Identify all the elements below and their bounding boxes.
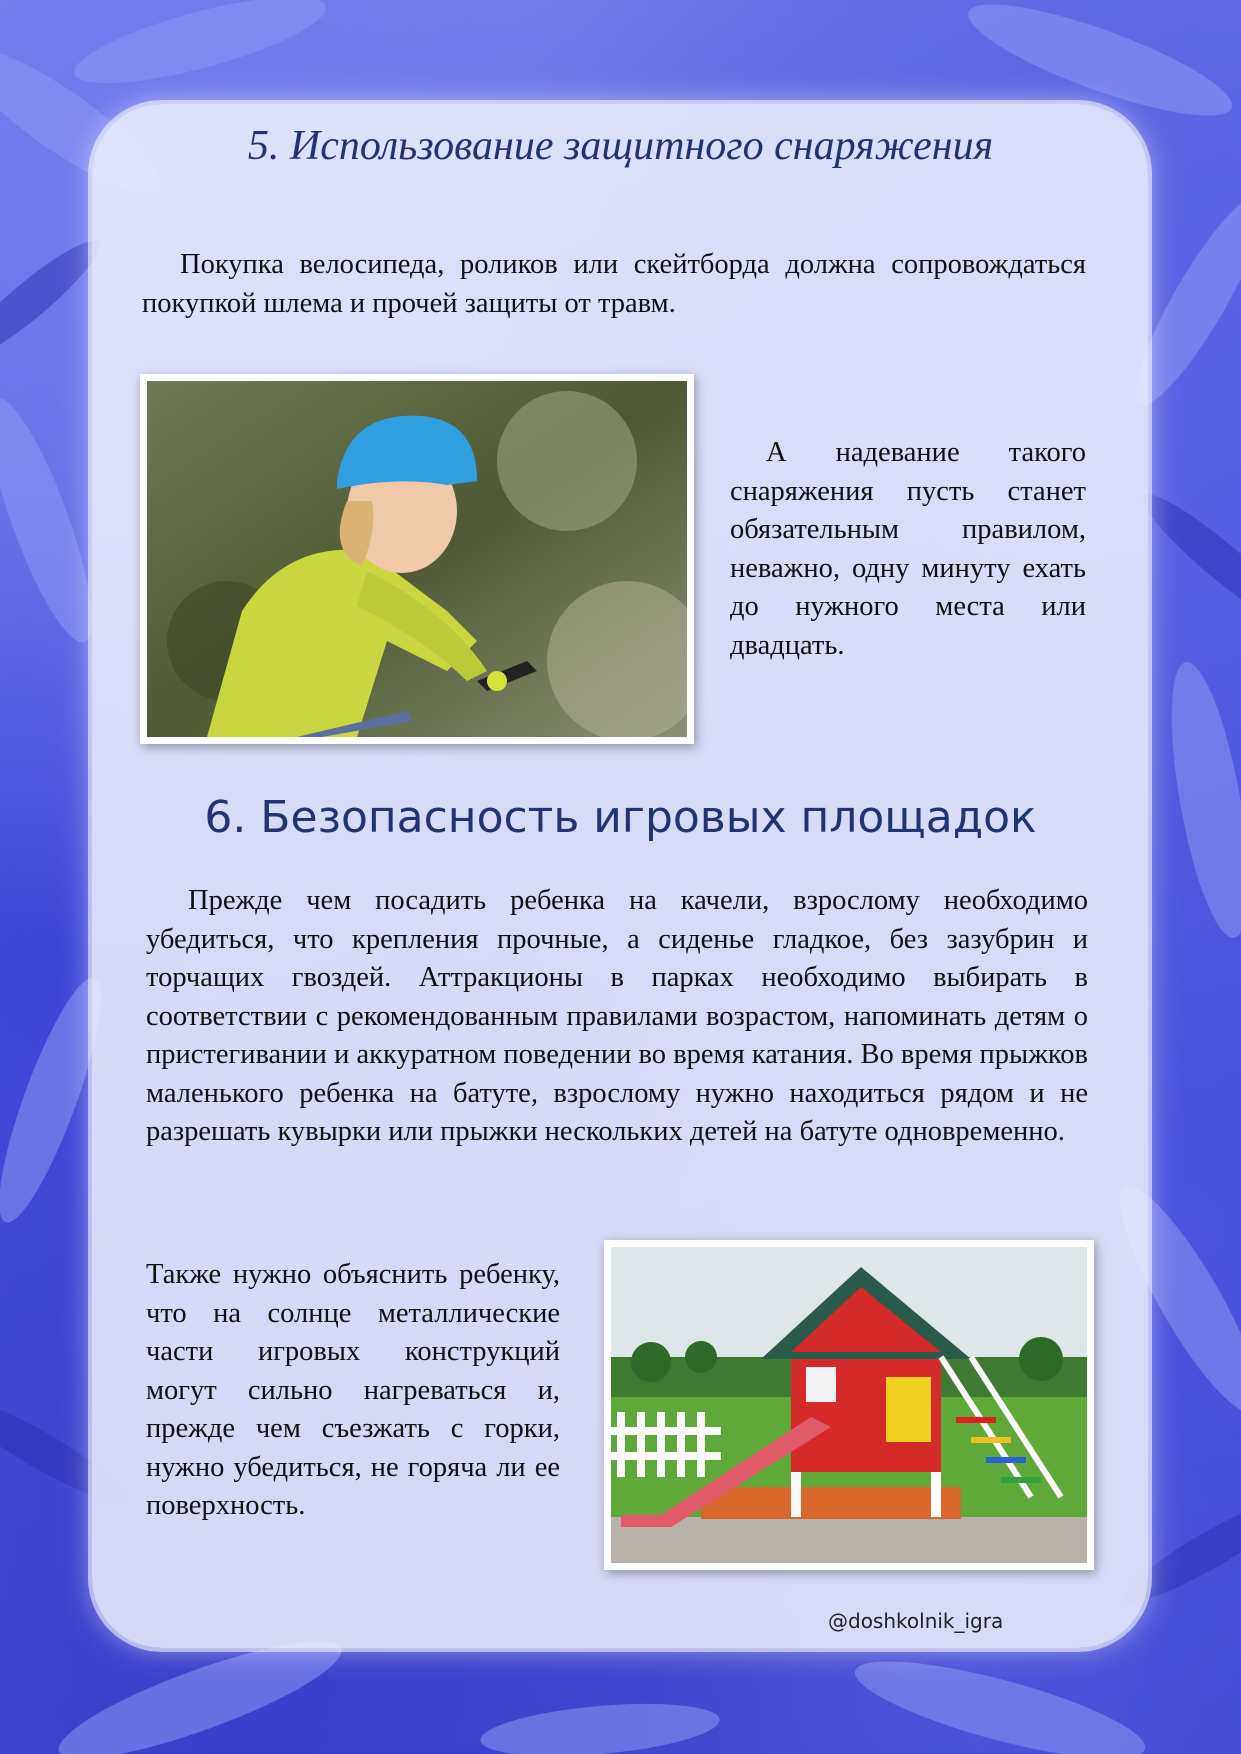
playhouse-photo [604,1240,1094,1570]
section-6-title: 6. Безопасность игровых площадок [204,792,1037,843]
section-5-intro: Покупка велосипеда, роликов или скейтборда должна сопровождаться покупкой шлема и прочей защиты от травм. [142,249,1086,319]
section-6-side-text: Также нужно объяснить ребенку, что на солнце металлические части игровых конструкций могут сильно нагреваться и, прежде чем съезжать с горки, нужно убедиться, не горяча ли ее поверхность. [146,1259,560,1521]
signature-handle: @doshkolnik_igra [828,1609,1004,1633]
section-5-side-text: А надевание такого снаряжения пусть станет обязательным правилом, неважно, одну минуту ехать до нужного места или двадцать. [730,437,1086,661]
section-5-title: 5. Использование защитного снаряжения [247,123,994,169]
section-6-body: Прежде чем посадить ребенка на качели, взрослому необходимо убедиться, что крепления прочные, а сиденье гладкое, без зазубрин и торчащих гвоздей. Аттракционы в парках необходимо выбирать в соответствии с рекомендованным правилами возрастом, напоминать детям о пристегивании и аккуратном поведении во время катания. Во время прыжков маленького ребенка на батуте, взрослому нужно находиться рядом и не разрешать кувырки или прыжки нескольких детей на батуте одновременно. [146,885,1088,1147]
child-helmet-photo [140,374,694,744]
